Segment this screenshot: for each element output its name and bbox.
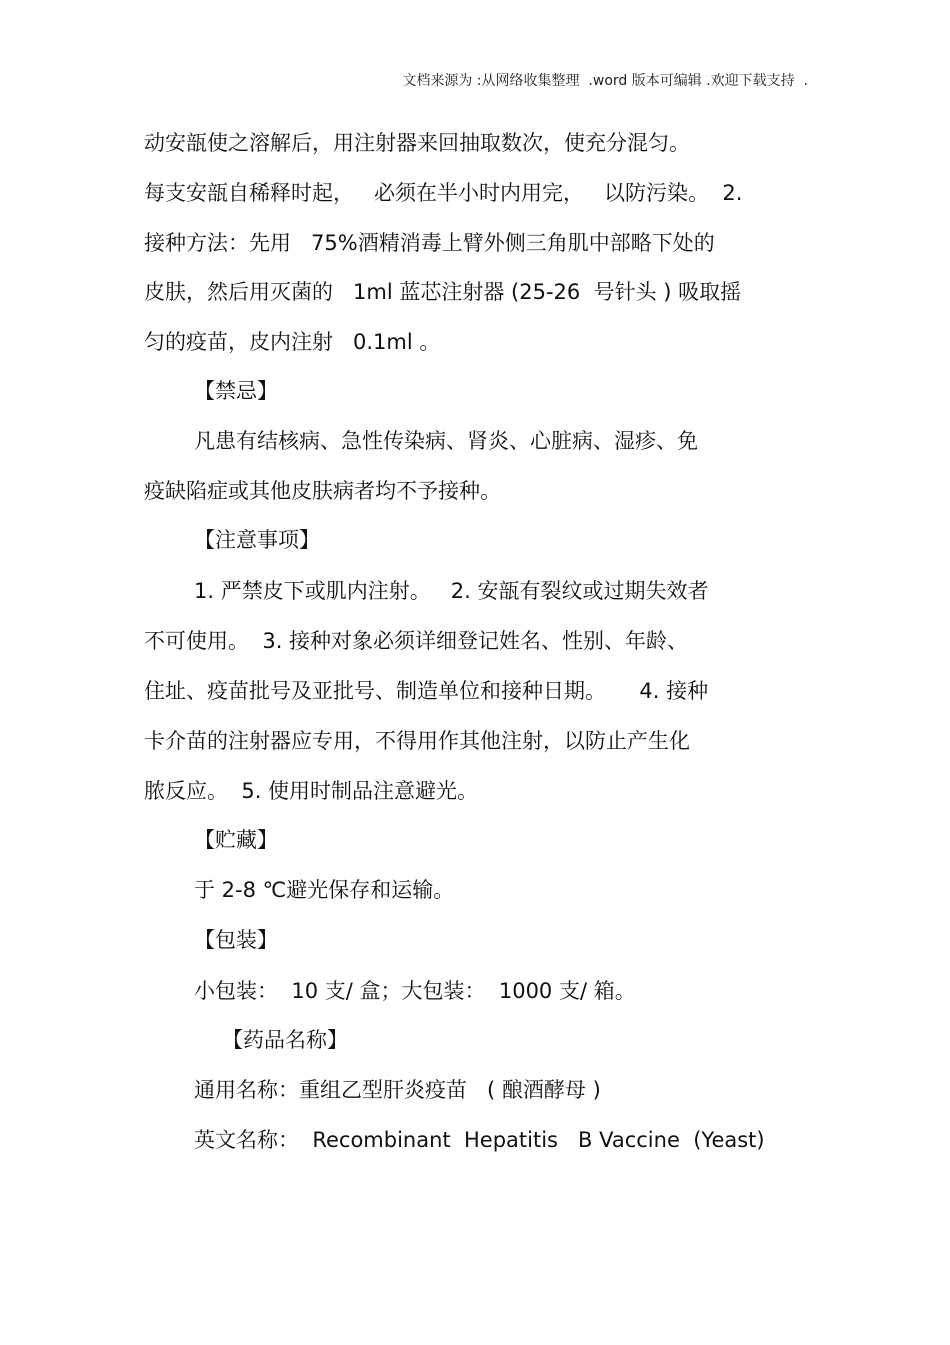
body-line-4: 皮肤，然后用灭菌的 1ml 蓝芯注射器 (25-26 号针头 ) 吸取摇 bbox=[144, 280, 742, 304]
page-header-source-note: 文档来源为 :从网络收集整理 .word 版本可编辑 .欢迎下载支持 . bbox=[402, 73, 808, 89]
body-line-precautions-4: 卡介苗的注射器应专用，不得用作其他注射，以防止产生化 bbox=[144, 729, 690, 753]
section-heading-precautions: 【注意事项】 bbox=[194, 528, 320, 552]
body-line-2: 每支安瓿自稀释时起， 必须在半小时内用完， 以防污染。 2. bbox=[144, 181, 743, 205]
section-heading-packaging: 【包装】 bbox=[194, 928, 278, 952]
section-heading-storage: 【贮藏】 bbox=[194, 828, 278, 852]
body-line-generic-name: 通用名称：重组乙型肝炎疫苗 ( 酿酒酵母 ) bbox=[194, 1078, 601, 1102]
body-line-english-name: 英文名称： Recombinant Hepatitis B Vaccine (Yeast) bbox=[194, 1128, 765, 1152]
body-line-1: 动安瓿使之溶解后，用注射器来回抽取数次，使充分混匀。 bbox=[144, 131, 690, 155]
body-line-storage: 于 2-8 ℃避光保存和运输。 bbox=[194, 878, 455, 902]
section-heading-contraindications: 【禁忌】 bbox=[194, 379, 278, 403]
body-line-5: 匀的疫苗，皮内注射 0.1ml 。 bbox=[144, 330, 441, 354]
body-line-packaging: 小包装： 10 支/ 盒；大包装： 1000 支/ 箱。 bbox=[194, 979, 636, 1003]
body-line-contraindications-1: 凡患有结核病、急性传染病、肾炎、心脏病、湿疹、免 bbox=[194, 429, 698, 453]
body-line-precautions-5: 脓反应。 5. 使用时制品注意避光。 bbox=[144, 779, 479, 803]
body-line-precautions-1: 1. 严禁皮下或肌内注射。 2. 安瓿有裂纹或过期失效者 bbox=[194, 579, 709, 603]
body-line-precautions-2: 不可使用。 3. 接种对象必须详细登记姓名、性别、年龄、 bbox=[144, 629, 689, 653]
section-heading-drug-name: 【药品名称】 bbox=[222, 1028, 348, 1052]
body-line-contraindications-2: 疫缺陷症或其他皮肤病者均不予接种。 bbox=[144, 479, 501, 503]
body-line-precautions-3: 住址、疫苗批号及亚批号、制造单位和接种日期。 4. 接种 bbox=[144, 679, 709, 703]
body-line-3: 接种方法：先用 75%酒精消毒上臂外侧三角肌中部略下处的 bbox=[144, 231, 715, 255]
